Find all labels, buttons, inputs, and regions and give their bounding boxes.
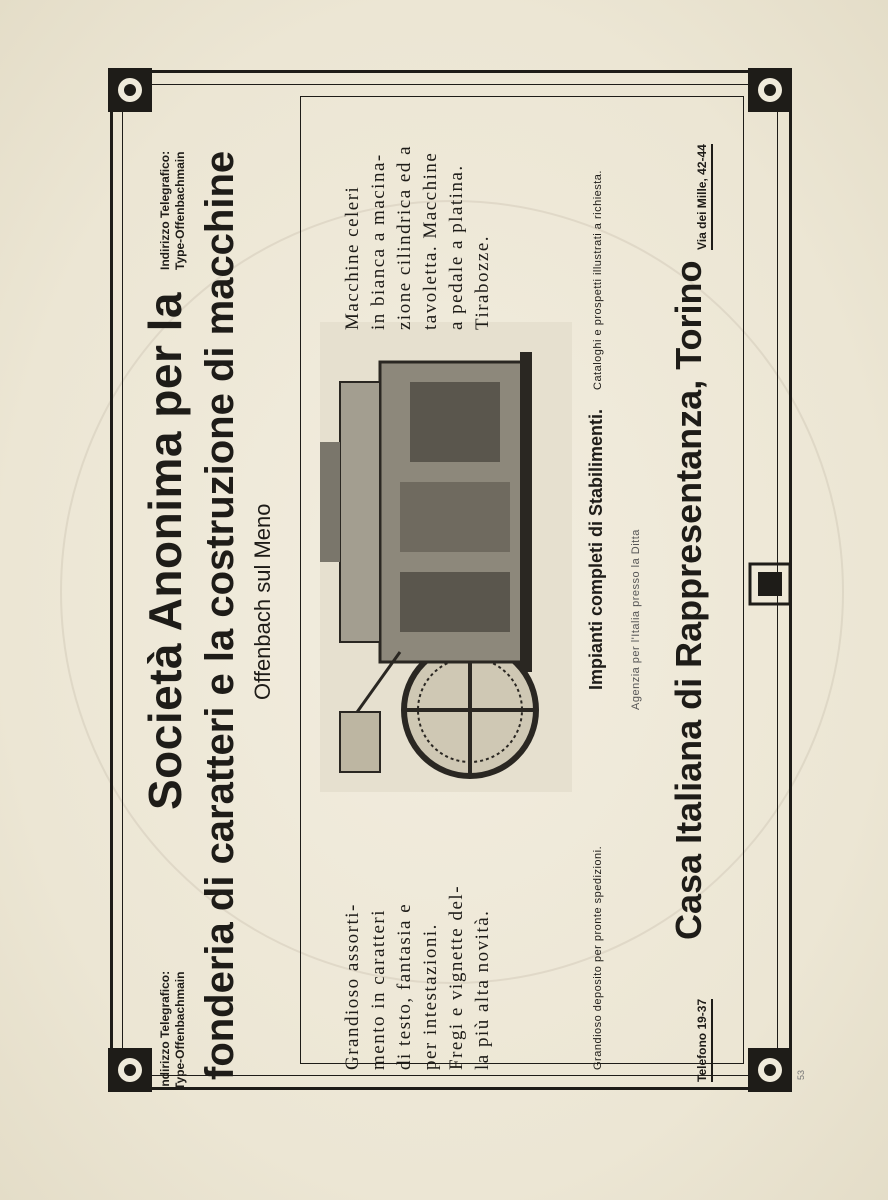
telegraph-value: Type-Offenbachmain [173,971,187,1090]
phone-number: Telefono 19-37 [695,999,713,1082]
installations-note: Impianti completi di Stabilimenti. [586,408,606,690]
telegraph-address-right [158,151,188,270]
text-line: mento in caratteri [368,909,389,1070]
advertisement-rotated [110,90,790,1110]
text-line: di testo, fantasia e [394,902,415,1070]
telegraph-label: Indirizzo Telegrafico: [158,970,172,1090]
company-name: Casa Italiana di Rappresentanza, Torino [668,260,709,940]
text-line: Grandioso assorti- [342,903,363,1070]
catalogs-note: Cataloghi e prospetti illustrati a richiesta. [592,170,604,390]
text-line: zione cilindrica ed a [394,144,415,330]
street-address: Via dei Mille, 42-44 [695,144,713,250]
title-line-1: Società Anonima per la [139,292,191,810]
text-line: in bianca a macina- [368,153,389,330]
text-line: la più alta novità. [472,909,493,1070]
page-number: 53 [796,1069,807,1081]
text-line: Fregi e vignette del- [446,884,467,1070]
left-description [340,885,496,1070]
right-description [340,145,496,330]
text-line: per intestazioni. [420,923,441,1070]
agency-note: Agenzia per l'Italia presso la Ditta [630,529,642,710]
text-line: Macchine celeri [342,185,363,330]
telegraph-address-left [158,971,188,1090]
city-subtitle: Offenbach sul Meno [250,503,275,700]
deposit-note: Grandioso deposito per pronte spedizioni. [592,845,604,1070]
text-line: tavoletta. Macchine [420,151,441,330]
telegraph-value: Type-Offenbachmain [173,151,187,270]
text-line: Tirabozze. [472,234,493,330]
printing-machine-illustration [320,322,572,792]
text-line: a pedale a platina. [446,164,467,330]
title-line-2: fonderia di caratteri e la costruzione di macchine [198,150,242,1080]
telegraph-label: Indirizzo Telegrafico: [158,150,172,270]
